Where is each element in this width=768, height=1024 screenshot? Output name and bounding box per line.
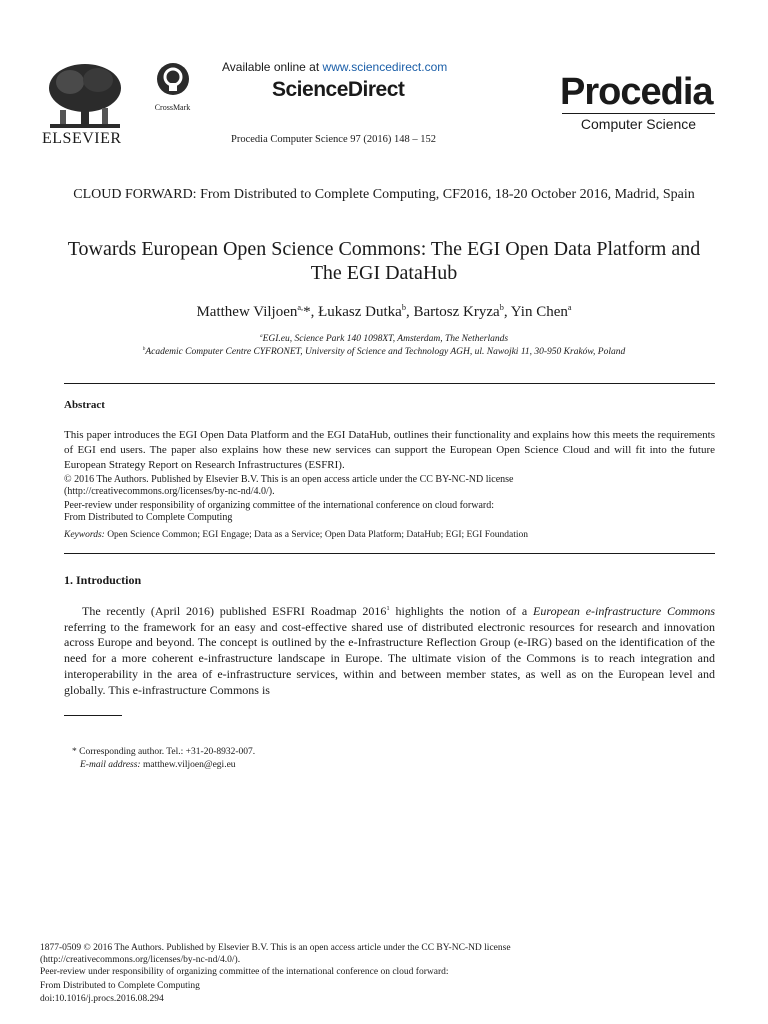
affiliation [60, 346, 708, 357]
section-heading: 1. Introduction [64, 573, 142, 587]
publisher-name: ELSEVIER [42, 130, 122, 147]
email-address[interactable]: matthew.viljoen@egi.eu [140, 760, 236, 770]
crossmark-icon [156, 62, 190, 96]
footer-conference: From Distributed to Complete Computing [40, 981, 200, 991]
intro-emphasis: European e-infrastructure Commons [533, 604, 716, 618]
author-affiliation-mark: a [567, 303, 572, 312]
email-note [80, 760, 236, 770]
author-name: Łukasz Dutka [318, 304, 402, 320]
sciencedirect-link[interactable]: www.sciencedirect.com [322, 60, 448, 74]
corresponding-author-note: * Corresponding author. Tel.: +31-20-8932-007. [72, 747, 256, 757]
affiliation-text: EGI.eu, Science Park 140 1098XT, Amsterdam, The Netherlands [262, 334, 509, 345]
author-name: Matthew Viljoen [196, 304, 298, 320]
corresponding-mark: * [303, 304, 311, 320]
crossmark-badge[interactable] [150, 62, 195, 112]
intro-text: highlights the notion of a [389, 604, 534, 618]
paper-title: Towards European Open Science Commons: The EGI Open Data Platform and The EGI DataHub [67, 238, 701, 284]
divider [64, 553, 715, 554]
affiliation-mark: a [259, 333, 263, 339]
author-affiliation-mark: b [499, 303, 504, 312]
footnote-ref[interactable]: 1 [386, 605, 390, 612]
peer-review-notice [64, 500, 715, 524]
author-name: Yin Chen [510, 304, 568, 320]
footnote-rule [64, 715, 122, 716]
intro-text: The recently (April 2016) published ESFRI Roadmap 2016 [82, 604, 387, 618]
peer-review-line: From Distributed to Complete Computing [64, 512, 233, 523]
footer-peer-review: Peer-review under responsibility of organizing committee of the international conference on cloud forward: [40, 967, 449, 977]
footer-issn-line: 1877-0509 © 2016 The Authors. Published by Elsevier B.V. This is an open access article under the CC BY-NC-ND license [40, 943, 511, 953]
intro-paragraph [64, 601, 715, 698]
author-affiliation-mark: a, [297, 303, 304, 312]
footer-license-link[interactable]: (http://creativecommons.org/licenses/by-nc-nd/4.0/). [40, 955, 241, 965]
availability-line [222, 60, 447, 74]
copyright-line: © 2016 The Authors. Published by Elsevier B.V. This is an open access article under the CC BY-NC-ND license [64, 474, 514, 485]
keywords [64, 530, 715, 540]
license-link[interactable]: (http://creativecommons.org/licenses/by-nc-nd/4.0/). [64, 486, 275, 497]
author-list: Matthew Viljoen$^{a,}$*, Łukasz Dutka$^b$, Bartosz Kryza$^b$, Yin Chen$^a$ [196, 303, 572, 320]
journal-reference: Procedia Computer Science 97 (2016) 148 – 152 [231, 134, 436, 145]
keywords-label: Keywords: [64, 530, 105, 540]
affiliation [60, 333, 708, 344]
peer-review-line: Peer-review under responsibility of organizing committee of the international conference on cloud forward: [64, 500, 495, 511]
footer-doi[interactable]: doi:10.1016/j.procs.2016.08.294 [40, 994, 164, 1004]
journal-brand: Procedia [560, 71, 713, 113]
author-name: Bartosz Kryza [413, 304, 500, 320]
copyright-notice [64, 474, 715, 498]
crossmark-label: CrossMark [154, 103, 191, 112]
journal-subtitle: Computer Science [562, 113, 715, 132]
abstract-heading: Abstract [64, 399, 105, 411]
affiliation-mark: b [142, 346, 146, 352]
keywords-list: Open Science Common; EGI Engage; Data as a Service; Open Data Platform; DataHub; EGI; EGI Foundation [104, 530, 528, 540]
author-affiliation-mark: b [401, 303, 406, 312]
intro-text: referring to the framework for an easy and cost-effective shared use of distributed electronic resources for research and innovation across Europe and beyond. The concept is outlined by the e-Infrastructure Reflection Group (e-IRG) based on the identification of the need for a more coherent e-infrastructure landscape in Europe. The ultimate vision of the Commons is to reach integration and interoperability in the area of e-infrastructure services, within and between member states, as well as on the European level and globally. This e-infrastructure Commons is [64, 619, 715, 697]
affiliation-text: Academic Computer Centre CYFRONET, University of Science and Technology AGH, ul. Nawojki 11, 30-950 Kraków, Poland [145, 347, 626, 358]
sciencedirect-brand: ScienceDirect [272, 78, 405, 101]
abstract-text: This paper introduces the EGI Open Data Platform and the EGI DataHub, outlines their functionality and explains how this meets the requirements of EGI end users. The paper also explains how these new services can support the European Open Science Cloud and will fit into the future European Strategy Report on Research Infrastructures (ESFRI). [64, 429, 715, 471]
conference-line: CLOUD FORWARD: From Distributed to Complete Computing, CF2016, 18-20 October 2016, Madrid, Spain [73, 187, 695, 202]
available-prefix: Available online at [222, 60, 323, 74]
email-label: E-mail address: [80, 760, 141, 770]
divider [64, 383, 715, 384]
